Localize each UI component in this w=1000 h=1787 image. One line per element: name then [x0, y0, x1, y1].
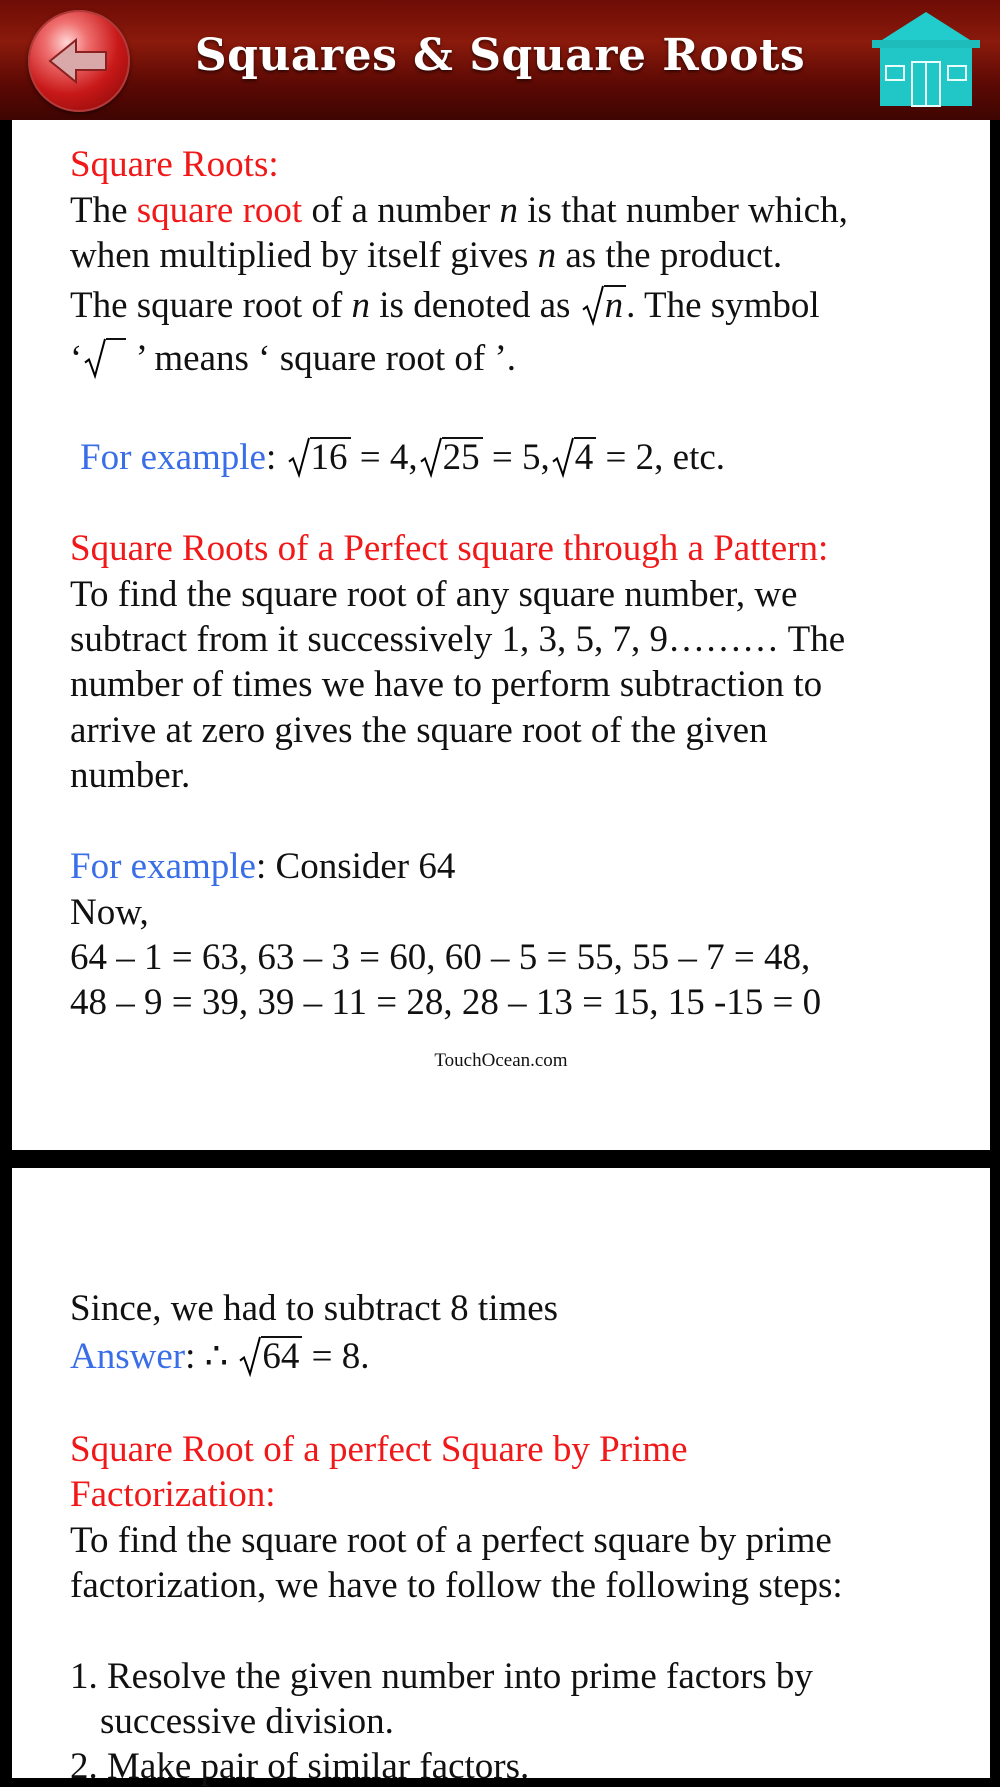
- step-item: 1. Resolve the given number into prime factors by: [70, 1656, 813, 1697]
- heading-square-roots: Square Roots:: [70, 144, 279, 185]
- definition-line-1: The square root of a number n is that number which,: [70, 190, 848, 231]
- home-button[interactable]: [872, 10, 980, 110]
- answer-label: Answer: [70, 1336, 186, 1377]
- pattern-line: arrive at zero gives the square root of the given: [70, 710, 768, 751]
- content-panel-2: [12, 1168, 990, 1787]
- example-line-1: For example: 16 = 4, 25 = 5, 4 = 2, etc.: [80, 437, 726, 478]
- prime-line: To find the square root of a perfect square by prime: [70, 1520, 832, 1561]
- step-item: successive division.: [100, 1701, 394, 1742]
- now-line: Now,: [70, 892, 149, 933]
- symbol-line: ‘ ’ means ‘ square root of ’.: [70, 338, 517, 379]
- heading-pattern: Square Roots of a Perfect square through a Pattern:: [70, 528, 829, 569]
- example-label-1: For example: [80, 437, 266, 478]
- denotation-line: The square root of n is denoted as n. The symbol: [70, 285, 820, 326]
- home-icon: [872, 10, 980, 110]
- example-label-2: For example: [70, 846, 256, 887]
- radical-n: n: [582, 285, 627, 326]
- prime-line: factorization, we have to follow the following steps:: [70, 1565, 843, 1606]
- heading-prime: Factorization:: [70, 1474, 276, 1515]
- pattern-line: number.: [70, 755, 191, 796]
- page-title: Squares & Square Roots: [194, 30, 806, 81]
- pattern-line: subtract from it successively 1, 3, 5, 7, 9……… The: [70, 619, 846, 660]
- answer-line: Answer: ∴ 64 = 8.: [70, 1336, 370, 1377]
- term-square-root: square root: [136, 190, 303, 231]
- radical-16: 16: [288, 437, 351, 478]
- example-line-2: For example: Consider 64: [70, 846, 456, 887]
- definition-line-2: when multiplied by itself gives n as the product.: [70, 235, 783, 276]
- radical-64: 64: [239, 1336, 302, 1377]
- credit-text: TouchOcean.com: [434, 1050, 568, 1071]
- calc-line: 48 – 9 = 39, 39 – 11 = 28, 28 – 13 = 15, 15 -15 = 0: [70, 982, 822, 1023]
- pattern-line: To find the square root of any square number, we: [70, 574, 798, 615]
- radical-symbol: [84, 338, 126, 379]
- radical-4: 4: [552, 437, 597, 478]
- content-panel-1: [12, 120, 990, 1150]
- since-line: Since, we had to subtract 8 times: [70, 1288, 559, 1329]
- heading-prime: Square Root of a perfect Square by Prime: [70, 1429, 688, 1470]
- step-item: 2. Make pair of similar factors.: [70, 1746, 530, 1787]
- header-bar: [0, 0, 1000, 120]
- pattern-line: number of times we have to perform subtraction to: [70, 664, 823, 705]
- calc-line: 64 – 1 = 63, 63 – 3 = 60, 60 – 5 = 55, 55 – 7 = 48,: [70, 937, 811, 978]
- radical-25: 25: [420, 437, 483, 478]
